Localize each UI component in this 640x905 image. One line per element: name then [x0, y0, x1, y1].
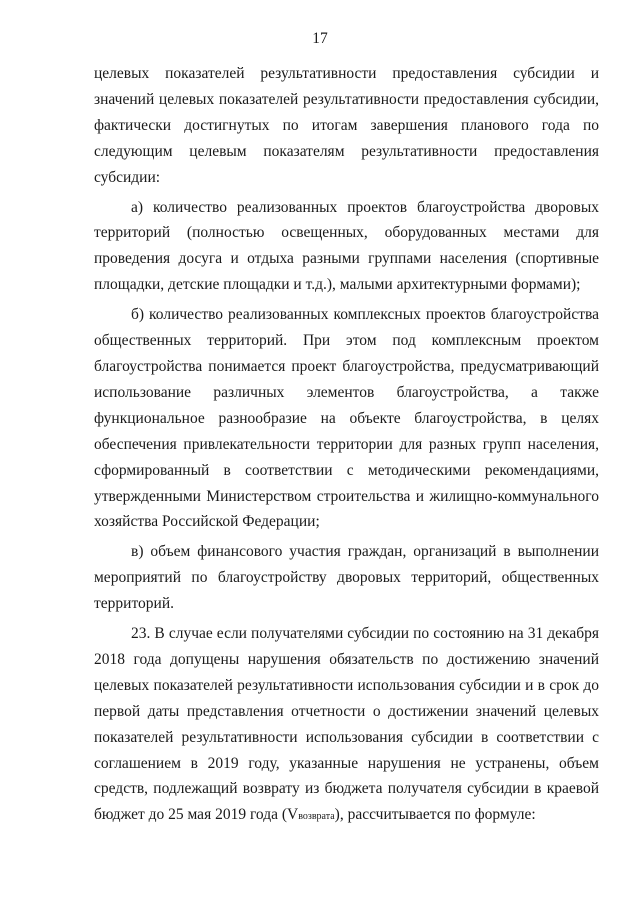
- paragraph-item-v: в) объем финансового участия граждан, организаций в выполнении мероприятий по благоустройству дворовых территорий, общественных территорий.: [94, 543, 599, 613]
- document-body: [94, 61, 599, 830]
- paragraph-continuation: целевых показателей результативности предоставления субсидии и значений целевых показателей результативности предоставления субсидии, фактически достигнутых по итогам завершения планового года по следующим целевым показателям результативности предоставления субсидии:: [94, 65, 599, 186]
- clause-23-text-after: ), рассчитывается по формуле:: [334, 806, 536, 824]
- clause-23-text-before: 23. В случае если получателями субсидии по состоянию на 31 декабря 2018 года допущены нарушения обязательств по достижению значений целевых показателей результативности использования субсидии и в срок до первой даты представления отчетности о достижении значений целевых показателей результативности использования субсидии в соответствии с соглашением в 2019 году, указанные нарушения не устранены, объем средств, подлежащий возврату из бюджета получателя субсидии в краевой бюджет до 25 мая 2019 года (V: [94, 625, 599, 824]
- formula-subscript: возврата: [298, 811, 335, 823]
- paragraph-item-a: а) количество реализованных проектов благоустройства дворовых территорий (полностью освещенных, оборудованных местами для проведения досуга и отдыха разными группами населения (спортивные площадки, детские площадки и т.д.), малыми архитектурными формами);: [94, 198, 599, 294]
- paragraph-clause-23: [94, 621, 599, 830]
- page-number: 17: [312, 30, 328, 47]
- paragraph-item-b: б) количество реализованных комплексных проектов благоустройства общественных территорий. При этом под комплексным проектом благоустройства понимается проект благоустройства, предусматривающий использование различных элементов благоустройства, а также функциональное разнообразие на объекте благоустройства, в целях обеспечения привлекательности территории для разных групп населения, сформированный в соответствии с методическими рекомендациями, утвержденными Министерством строительства и жилищно-коммунального хозяйства Российской Федерации;: [94, 306, 599, 531]
